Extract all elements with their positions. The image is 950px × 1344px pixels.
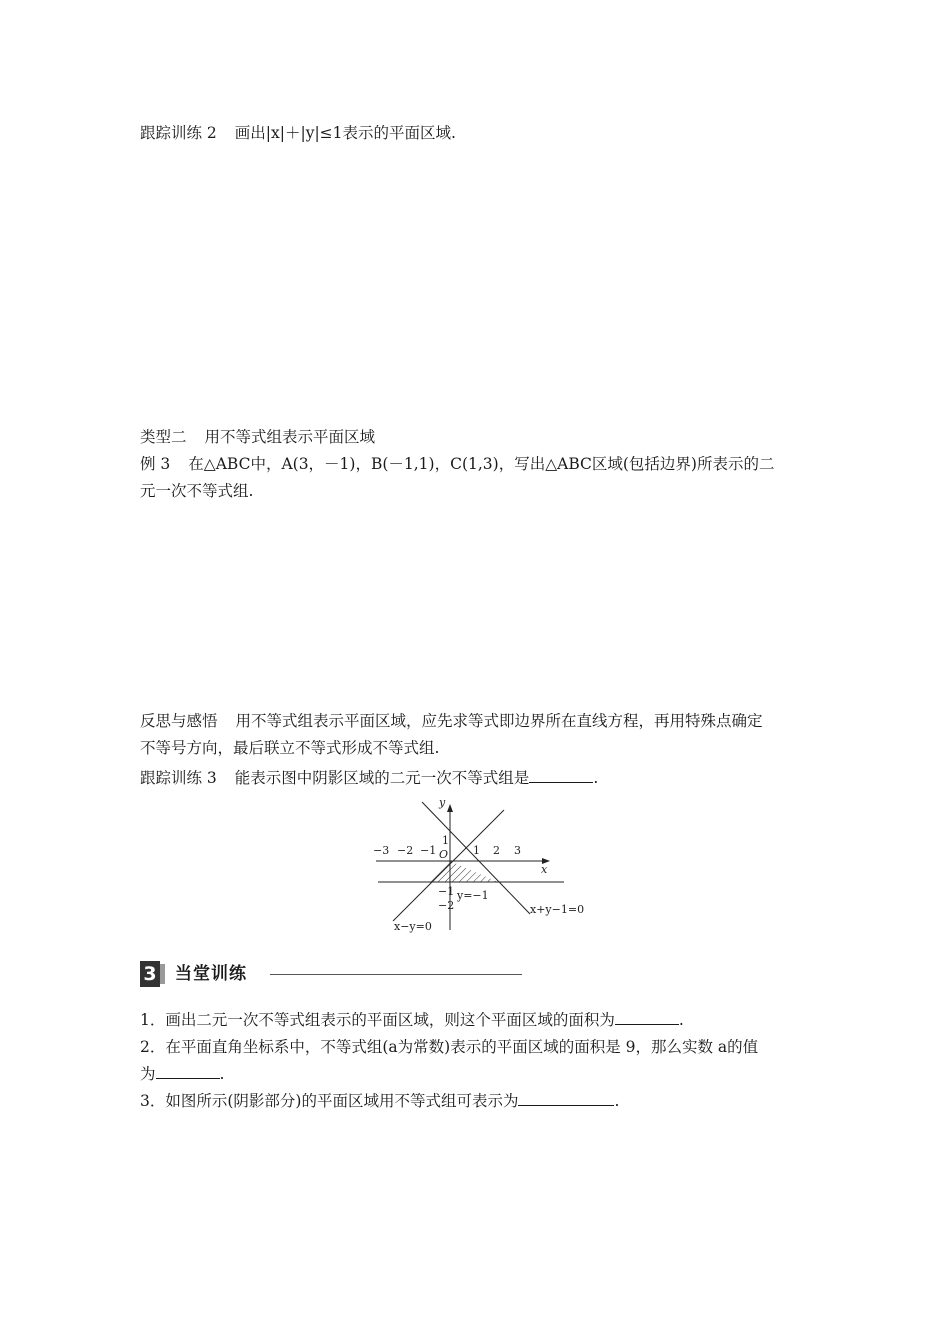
y-tick-label: −1 [438,885,455,898]
type-2-text: 用不等式组表示平面区域 [204,428,376,446]
y-axis-label: y [439,796,446,809]
question-1-end: . [678,1011,684,1029]
example-3-line1: 在△ABC中，A(3，－1)，B(－1,1)，C(1,3)，写出△ABC区域(包括边界)所表示的二 [188,455,775,473]
region-figure [368,796,600,936]
x-tick-label: −2 [397,844,414,857]
trace-2-line [140,122,456,144]
x-tick-label: 3 [514,844,521,857]
trace-2-label: 跟踪训练 2 [140,124,217,142]
section-number-accent [160,964,165,984]
answer-blank[interactable] [156,1063,220,1079]
type-2-label: 类型二 [140,428,187,446]
y-tick-label: −2 [438,899,455,912]
question-3-text: 3．如图所示(阴影部分)的平面区域用不等式组可表示为 [140,1092,519,1110]
example-3 [140,451,812,505]
answer-blank[interactable] [529,767,593,783]
trace-2-text: 画出|x|＋|y|≤1表示的平面区域. [234,124,456,142]
reflection-line2: 不等号方向，最后联立不等式形成不等式组. [140,739,440,757]
y-tick-label: 1 [442,834,449,847]
line-y-label: y=−1 [457,889,489,902]
line-sum-label: x+y−1=0 [530,903,585,916]
reflection [140,708,812,762]
section-rule [270,974,522,975]
line-diff-label: x−y=0 [394,920,432,933]
reflection-line1: 用不等式组表示平面区域，应先求等式即边界所在直线方程，再用特殊点确定 [235,712,763,730]
question-1 [140,1009,684,1031]
question-1-text: 1．画出二元一次不等式组表示的平面区域，则这个平面区域的面积为 [140,1011,615,1029]
question-3-end: . [614,1092,620,1110]
y-axis-arrow-icon [447,804,453,812]
question-2-prefix: 为 [140,1065,156,1083]
trace-3-end: . [593,769,599,787]
origin-label: O [439,848,449,861]
trace-3-line [140,767,598,789]
x-tick-label: 2 [493,844,500,857]
x-tick-label: 1 [473,844,480,857]
answer-blank[interactable] [615,1009,679,1025]
example-3-label: 例 3 [140,455,171,473]
shaded-region [425,861,498,882]
example-3-line2: 元一次不等式组. [140,482,254,500]
section-header [140,961,525,987]
trace-3-label: 跟踪训练 3 [140,769,217,787]
type-2-heading [140,426,375,448]
question-2-end: . [219,1065,225,1083]
question-2-line1: 2．在平面直角坐标系中，不等式组(a为常数)表示的平面区域的面积是 9，那么实数 a的值 [140,1038,759,1056]
trace-3-text: 能表示图中阴影区域的二元一次不等式组是 [234,769,530,787]
section-title: 当堂训练 [175,964,247,984]
answer-blank[interactable] [518,1090,614,1106]
question-3 [140,1090,619,1112]
x-tick-label: −3 [373,844,390,857]
x-axis-label: x [541,863,548,876]
reflection-label: 反思与感悟 [140,712,218,730]
section-number: 3 [140,961,160,987]
question-2-line2 [140,1063,224,1085]
x-tick-label: −1 [420,844,437,857]
